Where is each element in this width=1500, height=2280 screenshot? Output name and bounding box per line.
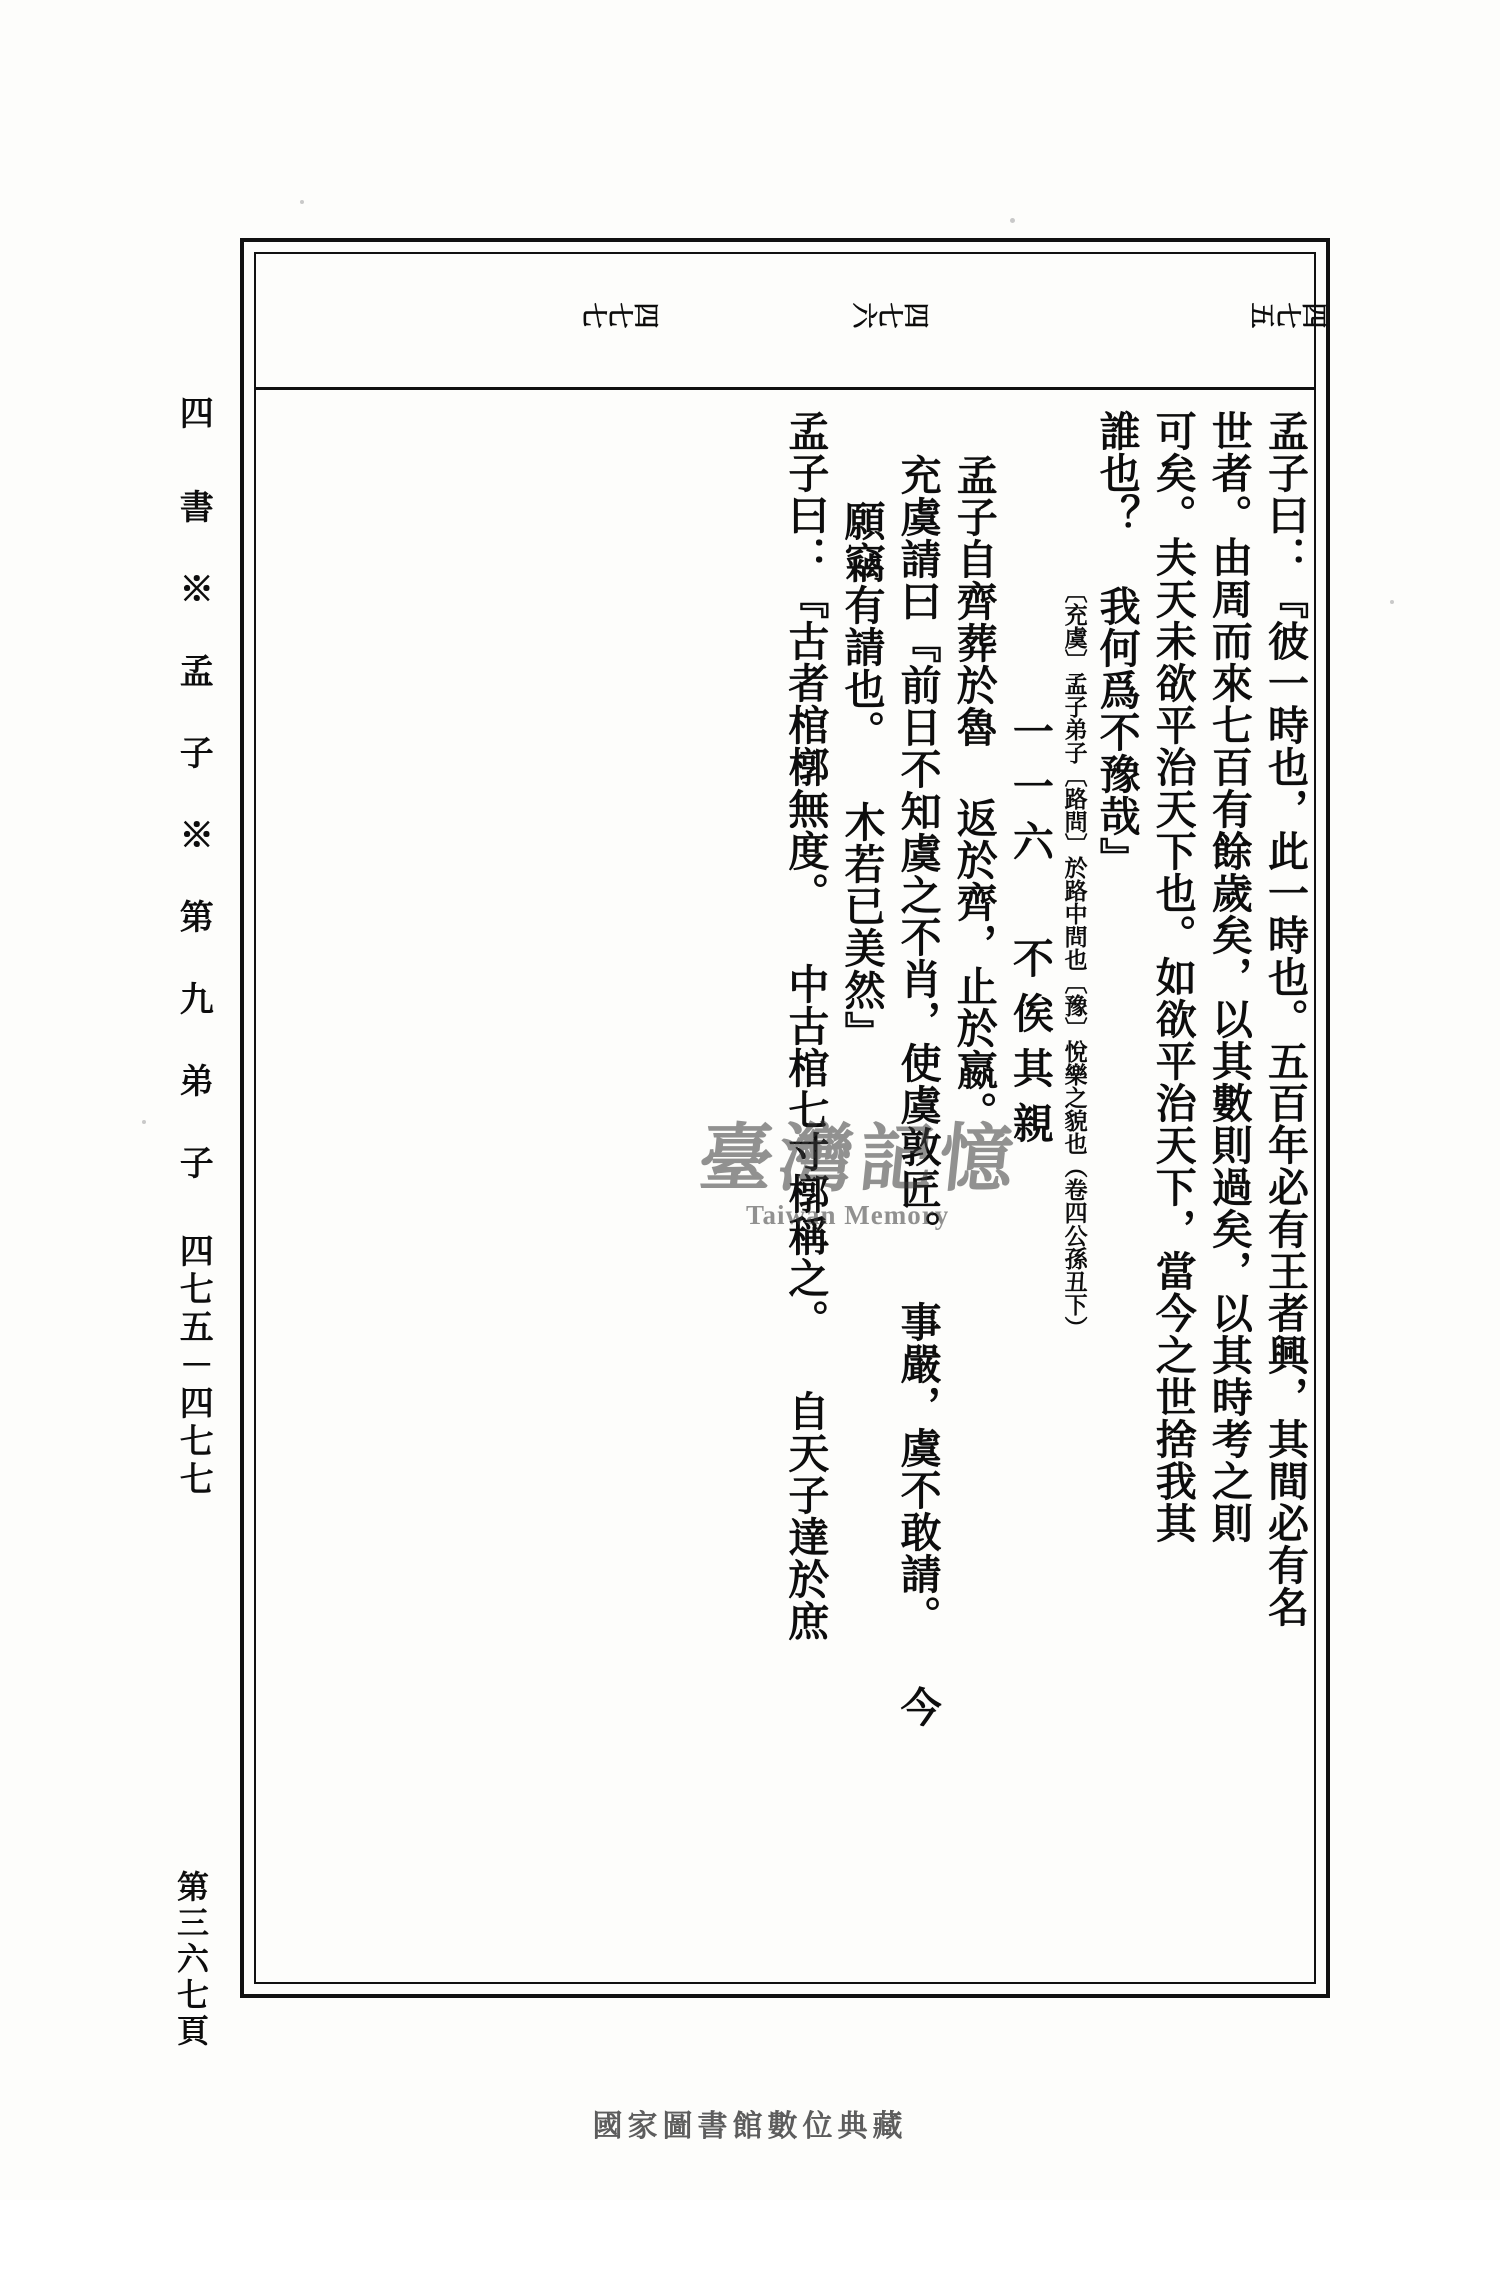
- header-mark-right: 四七五: [1250, 298, 1328, 328]
- scan-speck: [300, 200, 304, 204]
- scan-speck: [1010, 218, 1015, 223]
- running-head: [168, 395, 217, 1955]
- scan-speck: [142, 1120, 146, 1124]
- running-head-series: 書 ※ 孟 子 ※ 第 九 弟 子: [173, 489, 214, 1183]
- text-column: 誰也？ 我何爲不豫哉』: [1092, 410, 1141, 879]
- text-column: 孟子曰：『彼一時也，此一時也。五百年必有王者興，其間必有名: [1261, 410, 1309, 1628]
- footer-credit: 國家圖書館數位典藏: [592, 2109, 908, 2144]
- section-title-column: 一一六 不俟其親: [1005, 710, 1054, 1157]
- annotation-column: 〔充虞〕孟子弟子〔路問〕於路中問也〔豫〕悅樂之貌也（卷四公孫丑下）: [1060, 580, 1088, 1339]
- running-head-volume: 四: [173, 395, 214, 439]
- page-number-label: 第三六七頁: [172, 1870, 210, 2050]
- text-column: 世者。由周而來七百有餘歲矣，以其數則過矣，以其時考之則: [1204, 410, 1253, 1544]
- header-mark-middle: 四七六: [852, 298, 930, 328]
- text-column: 充虞請曰『前日不知虞之不肖，使虞敦匠。 事嚴，虞不敢請。 今: [893, 454, 942, 1728]
- header-mark-left: 四七七: [582, 298, 660, 328]
- text-column: 可矣。夫天未欲平治天下也。如欲平治天下，當今之世捨我其: [1148, 410, 1197, 1544]
- header-band: [258, 260, 1328, 380]
- vertical-text-body: [258, 400, 1312, 1980]
- text-column: 孟子自齊葬於魯 返於齊，止於嬴。: [949, 454, 998, 1133]
- header-divider-rule: [254, 387, 1316, 390]
- scan-speck: [1390, 600, 1394, 604]
- text-block-frame: [240, 238, 1330, 1998]
- watermark-english-text: Taiwan Memory: [746, 1200, 950, 1230]
- text-column: 孟子曰：『古者棺槨無度。 中古棺七寸槨稱之。 自天子達於庶: [781, 410, 830, 1642]
- watermark-chinese-text: 臺灣記憶: [694, 1116, 1024, 1202]
- text-column: 願竊有請也。 木若已美然』: [837, 500, 886, 1053]
- running-head-page-range: 四七五－四七七: [173, 1233, 214, 1499]
